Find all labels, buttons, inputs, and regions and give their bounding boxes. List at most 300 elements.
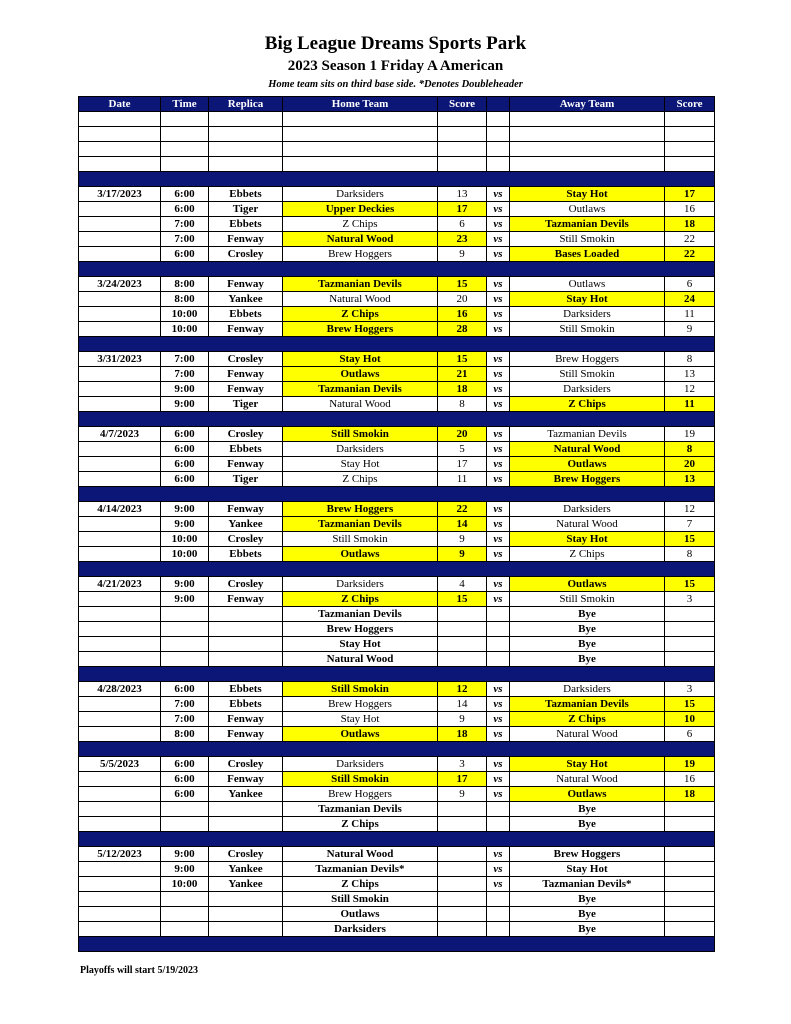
game-time: 6:00 <box>161 247 209 262</box>
game-replica <box>209 802 283 817</box>
home-team: Brew Hoggers <box>283 787 438 802</box>
away-team: Bye <box>510 892 665 907</box>
game-date <box>79 862 161 877</box>
vs-label: vs <box>487 862 510 877</box>
game-date <box>79 532 161 547</box>
vs-label: vs <box>487 397 510 412</box>
vs-label <box>487 922 510 937</box>
game-date <box>79 817 161 832</box>
away-score: 11 <box>665 307 715 322</box>
table-row <box>79 817 715 832</box>
home-team: Still Smokin <box>283 427 438 442</box>
vs-label: vs <box>487 877 510 892</box>
game-replica: Fenway <box>209 382 283 397</box>
game-time: 10:00 <box>161 322 209 337</box>
table-row <box>79 682 715 697</box>
home-score <box>438 892 487 907</box>
away-score: 20 <box>665 457 715 472</box>
away-team: Tazmanian Devils <box>510 217 665 232</box>
table-row <box>79 802 715 817</box>
away-score <box>665 817 715 832</box>
vs-label <box>487 802 510 817</box>
game-date <box>79 322 161 337</box>
away-score: 22 <box>665 232 715 247</box>
away-score <box>665 922 715 937</box>
away-team: Z Chips <box>510 547 665 562</box>
vs-label: vs <box>487 232 510 247</box>
separator-bar <box>79 937 715 952</box>
away-score: 12 <box>665 382 715 397</box>
vs-label <box>487 622 510 637</box>
table-row <box>79 787 715 802</box>
empty-cell <box>283 112 438 127</box>
away-team: Outlaws <box>510 457 665 472</box>
game-date <box>79 922 161 937</box>
home-team: Upper Deckies <box>283 202 438 217</box>
away-score: 3 <box>665 682 715 697</box>
game-date <box>79 787 161 802</box>
empty-cell <box>283 127 438 142</box>
game-replica: Fenway <box>209 277 283 292</box>
home-score: 13 <box>438 187 487 202</box>
game-time <box>161 907 209 922</box>
game-replica <box>209 637 283 652</box>
table-row <box>79 202 715 217</box>
table-row <box>79 397 715 412</box>
game-date: 4/14/2023 <box>79 502 161 517</box>
away-score <box>665 652 715 667</box>
home-score: 28 <box>438 322 487 337</box>
home-team: Darksiders <box>283 442 438 457</box>
vs-label: vs <box>487 727 510 742</box>
playoffs-footer: Playoffs will start 5/19/2023 <box>80 965 199 976</box>
table-row <box>79 292 715 307</box>
blank-row <box>79 157 715 172</box>
vs-label: vs <box>487 532 510 547</box>
col-vs <box>487 97 510 112</box>
away-team: Natural Wood <box>510 772 665 787</box>
away-score: 9 <box>665 322 715 337</box>
away-team: Z Chips <box>510 397 665 412</box>
game-date <box>79 442 161 457</box>
game-date <box>79 547 161 562</box>
home-team: Z Chips <box>283 217 438 232</box>
week-separator <box>79 562 715 577</box>
game-time: 7:00 <box>161 697 209 712</box>
away-team: Bases Loaded <box>510 247 665 262</box>
away-score: 10 <box>665 712 715 727</box>
home-score: 4 <box>438 577 487 592</box>
empty-cell <box>510 157 665 172</box>
game-time: 6:00 <box>161 457 209 472</box>
away-team: Stay Hot <box>510 862 665 877</box>
empty-cell <box>283 157 438 172</box>
away-score: 7 <box>665 517 715 532</box>
week-separator <box>79 172 715 187</box>
away-score <box>665 802 715 817</box>
game-date <box>79 802 161 817</box>
home-score: 9 <box>438 532 487 547</box>
away-score: 24 <box>665 292 715 307</box>
home-score <box>438 862 487 877</box>
separator-bar <box>79 337 715 352</box>
away-score <box>665 877 715 892</box>
game-time <box>161 892 209 907</box>
home-score: 3 <box>438 757 487 772</box>
game-replica: Fenway <box>209 232 283 247</box>
game-date <box>79 697 161 712</box>
home-team: Z Chips <box>283 592 438 607</box>
vs-label: vs <box>487 787 510 802</box>
game-time: 8:00 <box>161 292 209 307</box>
empty-cell <box>487 127 510 142</box>
empty-cell <box>487 157 510 172</box>
home-score: 20 <box>438 292 487 307</box>
col-home-score: Score <box>438 97 487 112</box>
away-team: Outlaws <box>510 787 665 802</box>
away-team: Darksiders <box>510 382 665 397</box>
away-score <box>665 862 715 877</box>
vs-label: vs <box>487 202 510 217</box>
away-score <box>665 892 715 907</box>
game-replica: Fenway <box>209 322 283 337</box>
home-team: Natural Wood <box>283 847 438 862</box>
col-home-team: Home Team <box>283 97 438 112</box>
game-replica: Crosley <box>209 532 283 547</box>
table-row <box>79 322 715 337</box>
game-replica: Yankee <box>209 787 283 802</box>
home-score: 15 <box>438 352 487 367</box>
home-score: 18 <box>438 727 487 742</box>
game-replica <box>209 622 283 637</box>
game-replica: Crosley <box>209 427 283 442</box>
game-date: 3/24/2023 <box>79 277 161 292</box>
empty-cell <box>665 112 715 127</box>
home-score: 15 <box>438 592 487 607</box>
away-team: Still Smokin <box>510 367 665 382</box>
game-replica: Tiger <box>209 397 283 412</box>
game-date <box>79 292 161 307</box>
game-date <box>79 217 161 232</box>
game-replica: Ebbets <box>209 442 283 457</box>
game-time <box>161 922 209 937</box>
game-time: 6:00 <box>161 202 209 217</box>
away-team: Stay Hot <box>510 292 665 307</box>
game-date: 4/21/2023 <box>79 577 161 592</box>
game-time: 6:00 <box>161 442 209 457</box>
game-time: 9:00 <box>161 517 209 532</box>
game-replica: Crosley <box>209 577 283 592</box>
home-team: Tazmanian Devils* <box>283 862 438 877</box>
game-date: 4/7/2023 <box>79 427 161 442</box>
game-date <box>79 892 161 907</box>
game-replica <box>209 922 283 937</box>
away-team: Stay Hot <box>510 757 665 772</box>
empty-cell <box>438 112 487 127</box>
game-time: 9:00 <box>161 847 209 862</box>
game-replica: Tiger <box>209 472 283 487</box>
game-replica <box>209 652 283 667</box>
game-replica: Ebbets <box>209 682 283 697</box>
game-replica: Crosley <box>209 847 283 862</box>
game-time: 9:00 <box>161 382 209 397</box>
schedule-note: Home team sits on third base side. *Denotes Doubleheader <box>268 79 523 90</box>
vs-label <box>487 892 510 907</box>
table-row <box>79 907 715 922</box>
home-team: Darksiders <box>283 757 438 772</box>
away-team: Stay Hot <box>510 187 665 202</box>
game-date <box>79 712 161 727</box>
table-row <box>79 757 715 772</box>
game-date <box>79 607 161 622</box>
vs-label: vs <box>487 367 510 382</box>
game-date: 3/31/2023 <box>79 352 161 367</box>
game-time <box>161 637 209 652</box>
table-row <box>79 442 715 457</box>
game-replica: Fenway <box>209 367 283 382</box>
home-score: 21 <box>438 367 487 382</box>
home-team: Darksiders <box>283 922 438 937</box>
away-score <box>665 637 715 652</box>
game-replica: Yankee <box>209 292 283 307</box>
vs-label: vs <box>487 697 510 712</box>
home-team: Tazmanian Devils <box>283 607 438 622</box>
home-score: 23 <box>438 232 487 247</box>
schedule-body <box>79 112 715 952</box>
away-score: 8 <box>665 352 715 367</box>
game-replica: Crosley <box>209 757 283 772</box>
away-score: 18 <box>665 787 715 802</box>
home-team: Tazmanian Devils <box>283 382 438 397</box>
table-row <box>79 382 715 397</box>
table-row <box>79 217 715 232</box>
home-team: Brew Hoggers <box>283 502 438 517</box>
away-score: 8 <box>665 547 715 562</box>
away-team: Natural Wood <box>510 517 665 532</box>
week-separator <box>79 337 715 352</box>
game-replica: Yankee <box>209 517 283 532</box>
table-row <box>79 892 715 907</box>
home-team: Tazmanian Devils <box>283 802 438 817</box>
empty-cell <box>487 142 510 157</box>
vs-label: vs <box>487 517 510 532</box>
empty-cell <box>283 142 438 157</box>
home-team: Darksiders <box>283 187 438 202</box>
empty-cell <box>209 127 283 142</box>
game-time: 6:00 <box>161 682 209 697</box>
away-score: 19 <box>665 427 715 442</box>
table-row <box>79 637 715 652</box>
home-team: Z Chips <box>283 472 438 487</box>
away-score <box>665 907 715 922</box>
home-team: Brew Hoggers <box>283 247 438 262</box>
home-score: 14 <box>438 517 487 532</box>
away-score: 13 <box>665 367 715 382</box>
away-team: Bye <box>510 922 665 937</box>
table-row <box>79 232 715 247</box>
home-score <box>438 802 487 817</box>
col-away-score: Score <box>665 97 715 112</box>
game-time: 8:00 <box>161 277 209 292</box>
game-time <box>161 607 209 622</box>
game-date <box>79 517 161 532</box>
game-replica: Fenway <box>209 457 283 472</box>
game-time: 9:00 <box>161 862 209 877</box>
home-score: 9 <box>438 547 487 562</box>
home-team: Natural Wood <box>283 397 438 412</box>
away-score: 15 <box>665 532 715 547</box>
home-team: Outlaws <box>283 547 438 562</box>
game-time: 6:00 <box>161 427 209 442</box>
header-row <box>79 97 715 112</box>
game-date <box>79 622 161 637</box>
vs-label: vs <box>487 547 510 562</box>
week-separator <box>79 937 715 952</box>
game-replica: Ebbets <box>209 187 283 202</box>
home-score: 22 <box>438 502 487 517</box>
vs-label: vs <box>487 292 510 307</box>
schedule-table <box>78 96 715 952</box>
game-date: 4/28/2023 <box>79 682 161 697</box>
game-replica: Tiger <box>209 202 283 217</box>
empty-cell <box>161 157 209 172</box>
game-date: 5/12/2023 <box>79 847 161 862</box>
away-team: Bye <box>510 607 665 622</box>
col-replica: Replica <box>209 97 283 112</box>
separator-bar <box>79 412 715 427</box>
home-team: Natural Wood <box>283 652 438 667</box>
away-team: Z Chips <box>510 712 665 727</box>
vs-label: vs <box>487 352 510 367</box>
away-score <box>665 847 715 862</box>
table-row <box>79 877 715 892</box>
home-team: Natural Wood <box>283 232 438 247</box>
away-team: Brew Hoggers <box>510 352 665 367</box>
table-row <box>79 847 715 862</box>
blank-row <box>79 112 715 127</box>
empty-cell <box>161 127 209 142</box>
away-team: Bye <box>510 622 665 637</box>
vs-label <box>487 817 510 832</box>
home-score <box>438 847 487 862</box>
away-score: 12 <box>665 502 715 517</box>
separator-bar <box>79 562 715 577</box>
game-date <box>79 772 161 787</box>
vs-label: vs <box>487 682 510 697</box>
empty-cell <box>209 157 283 172</box>
home-score: 17 <box>438 772 487 787</box>
vs-label: vs <box>487 592 510 607</box>
empty-cell <box>161 142 209 157</box>
away-score: 15 <box>665 577 715 592</box>
home-score <box>438 607 487 622</box>
home-score: 11 <box>438 472 487 487</box>
vs-label: vs <box>487 277 510 292</box>
week-separator <box>79 832 715 847</box>
home-score: 9 <box>438 712 487 727</box>
table-row <box>79 187 715 202</box>
game-time: 7:00 <box>161 367 209 382</box>
col-date: Date <box>79 97 161 112</box>
table-row <box>79 712 715 727</box>
week-separator <box>79 667 715 682</box>
vs-label: vs <box>487 502 510 517</box>
game-replica <box>209 892 283 907</box>
table-row <box>79 277 715 292</box>
vs-label <box>487 637 510 652</box>
table-row <box>79 652 715 667</box>
game-time: 9:00 <box>161 397 209 412</box>
home-score: 9 <box>438 247 487 262</box>
page-title: Big League Dreams Sports Park <box>264 33 527 54</box>
home-score <box>438 817 487 832</box>
table-row <box>79 427 715 442</box>
away-team: Tazmanian Devils* <box>510 877 665 892</box>
game-date <box>79 397 161 412</box>
game-date <box>79 202 161 217</box>
table-row <box>79 307 715 322</box>
game-time <box>161 802 209 817</box>
home-team: Z Chips <box>283 307 438 322</box>
game-time: 7:00 <box>161 217 209 232</box>
vs-label: vs <box>487 442 510 457</box>
empty-cell <box>487 112 510 127</box>
away-team: Outlaws <box>510 577 665 592</box>
game-date <box>79 457 161 472</box>
game-time <box>161 652 209 667</box>
vs-label: vs <box>487 847 510 862</box>
empty-cell <box>209 142 283 157</box>
away-team: Natural Wood <box>510 442 665 457</box>
away-score: 19 <box>665 757 715 772</box>
home-score: 17 <box>438 202 487 217</box>
home-score <box>438 622 487 637</box>
vs-label <box>487 907 510 922</box>
game-replica: Yankee <box>209 877 283 892</box>
away-team: Bye <box>510 802 665 817</box>
home-team: Brew Hoggers <box>283 622 438 637</box>
home-score: 18 <box>438 382 487 397</box>
away-team: Brew Hoggers <box>510 847 665 862</box>
away-score: 6 <box>665 277 715 292</box>
week-separator <box>79 262 715 277</box>
game-time <box>161 817 209 832</box>
table-row <box>79 727 715 742</box>
game-time: 7:00 <box>161 712 209 727</box>
table-row <box>79 532 715 547</box>
home-score: 20 <box>438 427 487 442</box>
home-score: 8 <box>438 397 487 412</box>
separator-bar <box>79 832 715 847</box>
game-replica <box>209 907 283 922</box>
table-row <box>79 922 715 937</box>
game-time: 6:00 <box>161 472 209 487</box>
table-row <box>79 592 715 607</box>
empty-cell <box>510 127 665 142</box>
table-row <box>79 352 715 367</box>
vs-label: vs <box>487 757 510 772</box>
vs-label: vs <box>487 307 510 322</box>
empty-cell <box>438 157 487 172</box>
home-team: Still Smokin <box>283 682 438 697</box>
away-score: 15 <box>665 697 715 712</box>
away-team: Darksiders <box>510 682 665 697</box>
game-time: 9:00 <box>161 577 209 592</box>
vs-label: vs <box>487 217 510 232</box>
home-team: Stay Hot <box>283 457 438 472</box>
game-time: 10:00 <box>161 532 209 547</box>
week-separator <box>79 487 715 502</box>
